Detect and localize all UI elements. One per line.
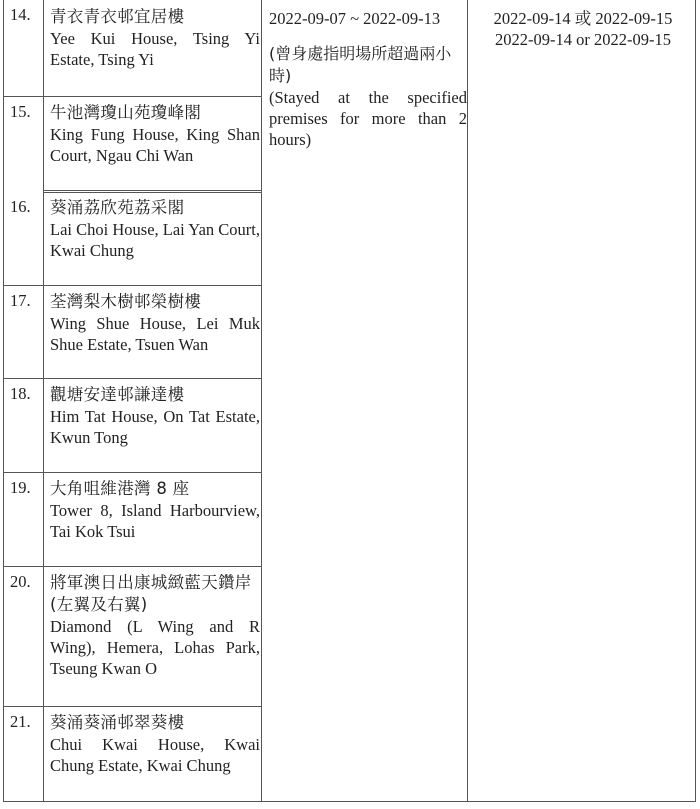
test-date-en: 2022-09-14 or 2022-09-15 (495, 30, 671, 49)
premises-name-zh: 青衣青衣邨宜居樓 (50, 7, 185, 26)
premises-address (50, 102, 260, 166)
test-date-cell (472, 8, 694, 50)
row-number: 20. (10, 572, 31, 591)
table-row (4, 473, 262, 566)
premises-name-zh: 觀塘安達邨謙達樓 (50, 385, 185, 404)
table-row (4, 286, 262, 378)
premises-name-zh: 牛池灣瓊山苑瓊峰閣 (50, 103, 202, 122)
premises-address (50, 291, 260, 355)
premises-address (50, 6, 260, 70)
premises-address (50, 197, 260, 261)
test-date-zh: 2022-09-14 或 2022-09-15 (493, 9, 673, 28)
premises-address (50, 572, 260, 679)
premises-table (3, 0, 696, 802)
premises-address (50, 478, 260, 542)
row-number: 16. (10, 197, 31, 216)
visit-date-cell (266, 8, 467, 150)
premises-name-zh: 葵涌荔欣苑荔采閣 (50, 198, 185, 217)
premises-name-en: Tower 8, Island Harbourview, Tai Kok Tsui (50, 501, 260, 541)
table-row (4, 192, 262, 285)
table-row (4, 0, 262, 96)
column-divider (467, 0, 468, 802)
row-number: 15. (10, 102, 31, 121)
premises-name-en: Wing Shue House, Lei Muk Shue Estate, Tsuen Wan (50, 314, 260, 354)
premises-name-zh: 將軍澳日出康城緻藍天鑽岸(左翼及右翼) (50, 573, 252, 614)
row-number: 18. (10, 384, 31, 403)
table-row (4, 379, 262, 472)
row-number: 19. (10, 478, 31, 497)
visit-date-range: 2022-09-07 ~ 2022-09-13 (269, 9, 441, 28)
premises-name-en: Diamond (L Wing and R Wing), Hemera, Lohas Park, Tseung Kwan O (50, 617, 260, 678)
row-number: 21. (10, 712, 31, 731)
table-row (4, 97, 262, 191)
row-divider (44, 190, 262, 191)
premises-name-en: Chui Kwai House, Kwai Chung Estate, Kwai Chung (50, 735, 260, 775)
premises-name-en: Yee Kui House, Tsing Yi Estate, Tsing Yi (50, 29, 260, 69)
premises-name-en: Lai Choi House, Lai Yan Court, Kwai Chung (50, 220, 260, 260)
table-row (4, 707, 262, 801)
premises-name-zh: 荃灣梨木樹邨榮樹樓 (50, 292, 202, 311)
premises-name-en: King Fung House, King Shan Court, Ngau Chi Wan (50, 125, 260, 165)
visit-note-zh: (曾身處指明場所超過兩小時) (269, 44, 452, 85)
premises-name-en: Him Tat House, On Tat Estate, Kwun Tong (50, 407, 260, 447)
premises-address (50, 712, 260, 776)
row-number: 17. (10, 291, 31, 310)
visit-note-en: (Stayed at the specified premises for more than 2 hours) (269, 88, 467, 149)
premises-name-zh: 大角咀維港灣 8 座 (50, 479, 190, 498)
table-row (4, 567, 262, 706)
premises-name-zh: 葵涌葵涌邨翠葵樓 (50, 713, 185, 732)
premises-address (50, 384, 260, 448)
row-number: 14. (10, 5, 31, 24)
